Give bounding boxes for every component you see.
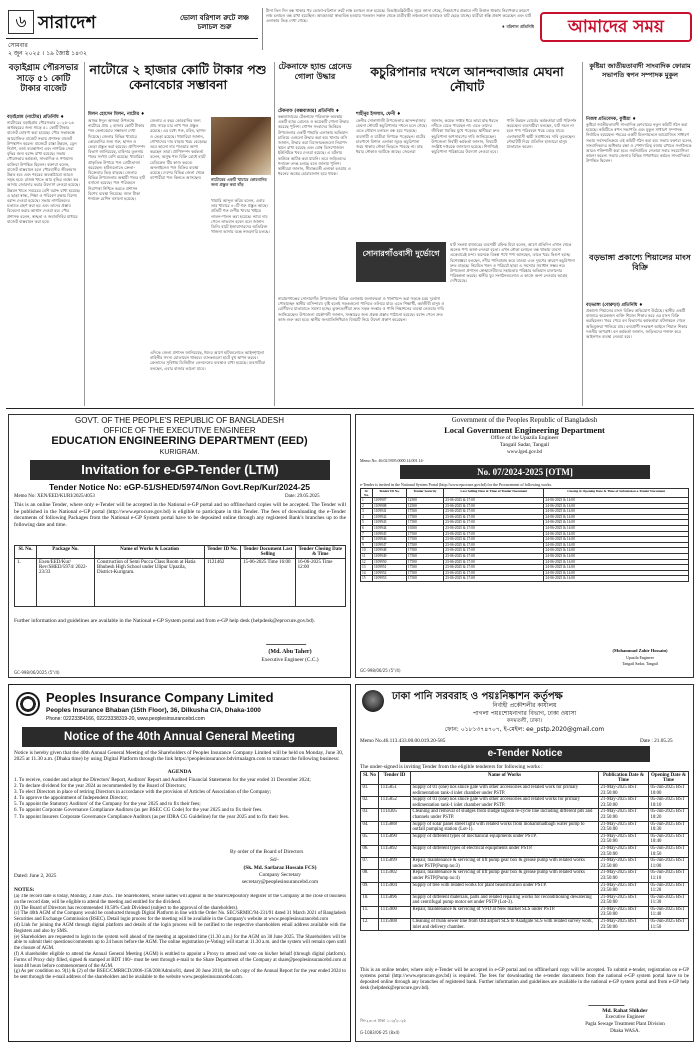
lged-th-sell: Last Selling Date & Time of Tender Document [444, 489, 544, 498]
wasa-cell: 21-May-2025 BST 23:50:00 [599, 882, 649, 894]
wasa-gd: জি-২৩০৪ ঢাকা ১০২/২০২৫ [360, 1018, 407, 1023]
wasa-cell: Supply of different types of electrical equipments under PSTP. [411, 845, 599, 857]
note-item: (f) A shareholder eligible to attend the Annual General Meeting (AGM) is entitled to appoint a Proxy to attend and vote on his/her behalf (through digital platform). Forms of Proxy duly filled, signed & stamped at BDT 100/- must be sent through e-mail to the Share Department of the Company at share@peoplesinsurancebd.com at least 48 hours before commencement of the AGM. [14, 951, 346, 969]
lged-cell: 23-06-2025 & 17:00 [444, 514, 544, 520]
lged-cell: 11 [361, 553, 373, 559]
lged-cell: 24-06-2025 & 14:00 [544, 542, 689, 548]
teknaf-body: কক্সবাজারের টেকনাফে পরিত্যক্ত অবস্থায় একটি হ্যান্ড গ্রেনেড ও কয়েকটি গোলা উদ্ধার করেছে পুলিশ। গোপন সংবাদের ভিত্তিতে উপজেলার একটি পাহাড়ি এলাকায় অভিযান চালিয়ে এগুলো উদ্ধার করা হয়। থানার ওসি জানান, উদ্ধার করা বিস্ফোরকগুলো নিরাপদ স্থানে রাখা হয়েছে এবং বোম্ব ডিসপোজাল ইউনিটকে খবর দেওয়া হয়েছে। এ ঘটনায় কাউকে আটক করা যায়নি। তবে জড়িতদের শনাক্তে তদন্ত চলছে বলে জানায় পুলিশ। স্থানীয়রা জানান, সীমান্তবর্তী এলাকা হওয়ায় এ ধরনের অস্ত্রের চোরাচালান হয়ে থাকে। [278, 114, 351, 177]
wasa-cell: 01. [361, 785, 379, 797]
newspaper-logo: আমাদের সময় [540, 12, 692, 42]
wasa-th-works: Name of Works [411, 772, 599, 785]
lged-cell: 24-06-2025 & 14:00 [544, 570, 689, 576]
peoples-email: secretary@peoplesinsurancebd.com [241, 879, 319, 885]
wasa-cell: 21-May-2025 BST 23:50:00 [599, 894, 649, 906]
lged-cell: 17500 [406, 548, 443, 554]
lged-cell: 23-06-2025 & 17:00 [444, 520, 544, 526]
wasa-row [361, 809, 689, 821]
lged-table [360, 488, 689, 582]
note-item: (c) The 40th AGM of the Company would be conducted through Digital Platform in line with the Order No. SEC/SRMIC/94-231/91 dated 31 March 2021 of Bangladesh Securities and Exchange Commission (BSEC). Detail login process for the meeting will be available in the Company's website at www.peoplesinsurancebd.com [14, 911, 346, 923]
lged-banner: No. 07/2024-2025 [OTM] [400, 465, 650, 479]
note-item: (g) As per condition no. 9(1) & (2) of the BSEC/CMRRCD/2006-158/208/Admin/81, dated 20 June 2018, the soft copy of the Annual Report for the year ended 2024 to be sent through the e-mail address of the shareholders and be available to the website www.peoplesinsurancebd.com. [14, 969, 346, 981]
lged-gd: GC-998/06/25 (5"/4) [360, 668, 401, 673]
sonargaon-headline: সোনারগাঁওবাসী দুর্ভোগে [356, 242, 446, 282]
natore-byline: মিলন হোসেন মিলন, নাটোর ♦ [88, 112, 145, 117]
wasa-cell: 04. [361, 821, 379, 833]
lged-cell: 17500 [406, 570, 443, 576]
wasa-cell: Supply of solar panel street light with related works from mohammadbagh water pump to outfall pumping station (Lot-1). [411, 821, 599, 833]
lged-cell: 1109941 [373, 509, 407, 515]
wasa-cell: 21-May-2025 BST 23:50:00 [599, 906, 649, 918]
wasa-sub2: পাগলা পয়ঃশোধনাগার বিভাগ, ঢাকা ওয়াসা [472, 710, 577, 717]
wasa-cell: Supply of 01 (one) nos sluice gate with other accessories and related work for primary sedimentation tank-4 inlet chamber under PSTP. [411, 785, 599, 797]
wasa-cell: 21-May-2025 BST 23:50:00 [599, 870, 649, 882]
lged-web: www.lged.gov.bd [506, 450, 543, 455]
natore-body-1: আসন্ন ঈদুল আজহা উপলক্ষে নাটোরে প্রায় ২ হাজার কোটি টাকার পশু কেনাবেচার সম্ভাবনা দেখা দিয়েছে। জেলার বিভিন্ন খামারে কোরবানির জন্য গরু, ছাগল ও ভেড়া প্রস্তুত করা হয়েছে। প্রাণিসম্পদ বিভাগ জানিয়েছে, চাহিদার তুলনায় পশুর সংখ্যা বেশি রয়েছে। খামারিরা প্রাকৃতিক উপায়ে পশু মোটাতাজা করেছেন। হাটগুলোতে ক্রেতা-বিক্রেতার ভিড় বাড়ছে। জেলার বিভিন্ন উপজেলায় অস্থায়ী পশুর হাট বসানো হয়েছে। পশু পরিবহনে নিরাপত্তা নিশ্চিত করতে প্রশাসন বিশেষ ব্যবস্থা নিয়েছে। জাল টাকা শনাক্তে মেশিন বসানো হয়েছে। [88, 118, 146, 202]
wasa-cell: 1115904 [379, 882, 411, 894]
wasa-signature [588, 996, 628, 1006]
wasa-cell: 21-May-2025 BST 23:50:00 [599, 797, 649, 809]
lged-cell: 24-06-2025 & 14:00 [544, 531, 689, 537]
lged-cell: 17500 [406, 565, 443, 571]
wasa-cell: Repair, maintenance & servicing of lift pump gear box & grease pump with related works under PSTP(Pump no:3) [411, 858, 599, 870]
lged-signatory: (Mohammad Zahir Hossain) [612, 648, 668, 653]
kushtia-headline: কুষ্টিয়া জাতীয়তাবাদী সাংবাদিক ফোরাম সভাপতি স্বপন সম্পাদক মুকুল [589, 62, 691, 79]
wasa-office: Pagla Sewage Treatment Plant Division [585, 1022, 665, 1027]
wasa-cell: 10. [361, 894, 379, 906]
lged-cell: 1 [361, 498, 373, 504]
lged-cell: 1109943 [373, 520, 407, 526]
lged-cell: 23-06-2025 & 17:00 [444, 570, 544, 576]
wasa-cell: 05-Jun-2025 BST 11:30 [649, 894, 689, 906]
lged-cell: 15 [361, 576, 373, 582]
eed-signature [266, 633, 310, 645]
lead-byline: ♦ বরিশাল প্রতিনিধি [501, 23, 534, 29]
wasa-cell: 05-Jun-2025 BST 11:40 [649, 906, 689, 918]
eed-designation: Executive Engineer (C.C.) [261, 657, 319, 663]
eed-cell: 15-06-2025 Time 16:00 [241, 559, 296, 607]
agenda-item: 3. To elect Directors in place of retiring Directors in accordance with the provision of Articles of Association of the Company; [14, 789, 272, 796]
lged-cell: 24-06-2025 & 14:00 [544, 576, 689, 582]
wasa-cell: 1115908 [379, 919, 411, 931]
peoples-sd: Sd/- [270, 857, 279, 863]
lged-cell: 17500 [406, 520, 443, 526]
wasa-cell: 1114305 [379, 809, 411, 821]
wasa-cell: 05-Jun-2025 BST 11:10 [649, 870, 689, 882]
peoples-dated: Dated: June 2, 2025 [14, 873, 57, 879]
lged-cell: 16500 [406, 525, 443, 531]
natore-photo-caption: নাটোরের একটি খামারে কোরবানির জন্য প্রস্তুত করা ষাঁড় [211, 177, 267, 188]
cattle-photo [211, 117, 271, 175]
eed-cell: 1. [15, 559, 37, 607]
wasa-city: Dhaka WASA. [610, 1029, 640, 1034]
wasa-cell: 1115899 [379, 858, 411, 870]
lged-cell: 1109953 [373, 576, 407, 582]
lged-th-close: Closing & Opening Date & Time of Submission e-Tender Document [544, 489, 689, 498]
shiyal-body: প্রকাশ্যে শিয়ালের মাংস বিক্রির অভিযোগ উঠেছে। স্থানীয় একটি বাজারে কয়েকজন ব্যক্তি শিয়াল শিকার করে এর মাংস বিক্রি করছিলেন। খবর পেয়ে বন বিভাগের কর্মকর্তারা ঘটনাস্থলে গেলে অভিযুক্তরা পালিয়ে যায়। বন্যপ্রাণী সংরক্ষণ আইনে শিয়াল শিকার দণ্ডনীয় অপরাধ। বন কর্মকর্তা জানান, জড়িতদের শনাক্ত করে আইনগত ব্যবস্থা নেওয়া হবে। [586, 308, 688, 340]
lged-intro: e-Tender is invited in the National System Portal (http://www.eprocure.gov.bd) for the Procurement of following works. [360, 482, 553, 487]
section-title: সারাদেশ [38, 13, 97, 33]
wasa-cell: 12. [361, 919, 379, 931]
peoples-agenda [14, 777, 346, 820]
lged-cell: 23-06-2025 & 17:00 [444, 503, 544, 509]
lged-cell: 7 [361, 531, 373, 537]
budget-headline: বড়াইগ্রাম পৌরসভার সাড়ে ৫১ কোটি টাকার বাজেট [8, 63, 79, 94]
lged-cell: 24-06-2025 & 14:00 [544, 565, 689, 571]
lged-cell: 9 [361, 542, 373, 548]
lged-cell: 17500 [406, 576, 443, 582]
lged-cell: 5 [361, 520, 373, 526]
peoples-address: Peoples Insurance Bhaban (15th Floor), 36, Dilkusha C/A, Dhaka-1000 [46, 707, 261, 714]
date-line: ২ জুন ২০২৫ । ১৯ জ্যৈষ্ঠ ১৪৩২ [8, 50, 87, 57]
wasa-row [361, 906, 689, 918]
wasa-intro: The under-signed is inviting Tender from the eligible tenderers for following works : [360, 764, 543, 770]
peoples-order: By order of the Board of Directors [230, 849, 304, 855]
lged-cell: 23-06-2025 & 17:00 [444, 498, 544, 504]
lged-memo: Memo No: 46.02.9395.0000.14.001.14- [360, 458, 424, 463]
eed-dept: EDUCATION ENGINEERING DEPARTMENT (EED) [51, 435, 308, 447]
wasa-footer: This is an online tender, where only e-Tender will be accepted in e-GP portal and no offline/hard copy will be accepted. To submit e-tender, registration on e-GP systems portal (http://www.eprocure.gov.bd) is required. The fees for downloading the e-tender documents from the national e-GP system portal have to be deposited online through any branches of registered bank. Further information and guidelines are available in the national e-GP system portal and from e-GP help desk (helpdesk@eprocure.gov.bd). [360, 968, 689, 991]
lged-cell: 23-06-2025 & 17:00 [444, 531, 544, 537]
peoples-intro: Notice is hereby given that the 40th Annual General Meeting of the Shareholders of Peoples Insurance Company Limited will be held on Monday, June 30, 2025 at 11.30 a.m. (Dhaka time) by using Digital Platform through the link https://peoplesinsurance.bdvirtualagm.com to transact the following business: [14, 750, 344, 763]
lged-cell: 1109908 [373, 503, 407, 509]
note-item: (b) The Board of Directors has recommended 10.50% Cash Dividend (subject to the approval of the shareholders). [14, 905, 239, 911]
eed-gov: GOVT. OF THE PEOPLE'S REPUBLIC OF BANGLADESH [75, 416, 284, 425]
wasa-row [361, 785, 689, 797]
wasa-cell: 21-May-2025 BST 23:50:00 [599, 858, 649, 870]
lged-cell: 1109952 [373, 570, 407, 576]
wasa-memo: Memo No.46.113.433.00.00.019.20-585 [360, 738, 446, 744]
wasa-cell: 05-Jun-2025 BST 10:40 [649, 833, 689, 845]
shiyal-headline: বড়ভাঙ্গা প্রকাশ্যে শিয়ালের মাংস বিক্রি [589, 253, 691, 272]
wasa-sub3: কদমতলী, ঢাকা। [506, 718, 543, 724]
lged-dept: Local Government Engineering Department [444, 425, 605, 435]
budget-body: নাটোরের বড়াইগ্রাম পৌরসভার ২০২৫-২৬ অর্থবছরের জন্য সাড়ে ৫১ কোটি টাকার বাজেট ঘোষণা করা হয়েছে। পৌর সভাকক্ষে আয়োজিত বাজেট সভায় প্রশাসক বাজেট উপস্থাপন করেন। বাজেটে রাস্তা উন্নয়ন, ড্রেন নির্মাণ, বর্জ্য ব্যবস্থাপনা এবং নাগরিক সেবা বৃদ্ধির জন্য বরাদ্দ রাখা হয়েছে। সভায় পৌরসভার কর্মকর্তা, সাংবাদিক ও গণ্যমান্য ব্যক্তিরা উপস্থিত ছিলেন। বক্তারা বলেন, বাজেট বাস্তবায়ন হলে পৌরবাসীর জীবনমান উন্নত হবে এবং শহরের অবকাঠামো আরও সমৃদ্ধ হবে। রাজস্ব খাতে আয় বৃদ্ধির লক্ষ্যে কর আদায় জোরদার করার উদ্যোগ নেওয়া হয়েছে। উন্নয়ন খাতে সবচেয়ে বেশি বরাদ্দ রাখা হয়েছে। এ ছাড়া স্বাস্থ্য, শিক্ষা ও পরিবেশ রক্ষায় বিশেষ বরাদ্দ দেওয়া হয়েছে। সভায় নাগরিকদের মতামত গ্রহণ করা হয় এবং তাদের প্রস্তাব বিবেচনা করার আশ্বাস দেওয়া হয়। পৌর প্রশাসক বলেন, স্বচ্ছতা ও জবাবদিহির মাধ্যমে বাজেট বাস্তবায়ন করা হবে। [7, 120, 81, 224]
eed-table [14, 545, 346, 607]
agenda-item: 6. To appoint Corporate Governance Compliance Auditors (as per BSEC CG Code) for the year 2025 and to fix their fees. [14, 807, 263, 814]
lged-cell: 1109951 [373, 565, 407, 571]
wasa-cell: 05-Jun-2025 BST 11:00 [649, 858, 689, 870]
day-label: সোমবার [8, 42, 28, 49]
eed-th-close: Tender Closing Date & Time [295, 546, 345, 559]
lged-place: Tangail Sadar, Tangail [499, 442, 550, 448]
lged-cell: 23-06-2025 & 17:00 [444, 576, 544, 582]
wasa-row [361, 882, 689, 894]
budget-byline: বড়াইগ্রাম (নাটোর) প্রতিনিধি ♦ [7, 115, 65, 120]
wasa-th-id: Tender ID [379, 772, 411, 785]
natore-body-4: এদিকে জেলা প্রশাসন জানিয়েছে, ঈদের আগে হাটগুলোতে আইনশৃঙ্খলা বাহিনীর সদস্য মোতায়েন থাকবে। ব্যাংকগুলো হাটে বুথ স্থাপন করবে। ক্রেতাদের সুবিধায় ডিজিটাল লেনদেনের ব্যবস্থাও রাখা হয়েছে। ব্যবসায়ীরা বলছেন, এবার বাজার ভালো যাবে। [150, 350, 266, 371]
wasa-cell: 1115888 [379, 821, 411, 833]
wasa-contact: ফোন: ০১৮১৩৭৪৭০৭, ই-মেইল: ee_pstp.2020@gmail.com [444, 726, 605, 733]
lged-cell: 1109907 [373, 498, 407, 504]
peoples-notes-title: NOTES: [14, 887, 35, 893]
agenda-item: 1. To receive, consider and adopt the Directors' Report, Auditors' Report and Audited Financial Statements for the year ended 31 December 2024; [14, 777, 311, 783]
lged-cell: 24-06-2025 & 14:00 [544, 553, 689, 559]
eed-cell: 16-06-2025 Time 12:00 [295, 559, 345, 607]
wasa-cell: Cleaning and removal of sludges from sludge lagoon re-cycle line including different pits and channels under PSTP. [411, 809, 599, 821]
lged-cell: 1109946 [373, 537, 407, 543]
wasa-cell: 05-Jun-2025 BST 11:20 [649, 882, 689, 894]
wasa-row [361, 858, 689, 870]
page-number-box: ৬ [8, 10, 34, 34]
wasa-cell: 03. [361, 809, 379, 821]
lged-cell: 23-06-2025 & 17:00 [444, 525, 544, 531]
natore-headline: নাটোরে ২ হাজার কোটি টাকার পশু কেনাবেচার সম্ভাবনা [89, 62, 267, 92]
lged-cell: 1109949 [373, 553, 407, 559]
lged-cell: 24-06-2025 & 14:00 [544, 509, 689, 515]
eed-tender-no: Tender Notice No: eGP-51/SHED/5974/Non Govt.Rep/Kur/2024-25 [48, 482, 311, 492]
natore-body-2: জেলায় এ বছর কোরবানির জন্য প্রায় সাড়ে চার লাখ পশু প্রস্তুত রয়েছে। এর মধ্যে গরু, মহিষ, ছাগল ও ভেড়া রয়েছে। খামারিরা জানান, গোখাদ্যের দাম বাড়ায় খরচ বেড়েছে। তবে ভালো দাম পাওয়ার আশা করছেন তারা। প্রাণিসম্পদ কর্মকর্তা বলেন, অসুস্থ পশু বিক্রি রোধে হাটে মেডিকেল টিম কাজ করবে। অনলাইনেও পশু বিক্রির ব্যবস্থা রয়েছে। দেশের বিভিন্ন জেলা থেকে ব্যাপারীরা পশু কিনতে আসছেন। [150, 118, 208, 181]
eed-date: Date: 29.05.2025 [285, 494, 320, 499]
lged-cell: 24-06-2025 & 14:00 [544, 559, 689, 565]
eed-th-sl: Sl. No. [15, 546, 37, 559]
eed-place: KURIGRAM. [159, 449, 200, 456]
wasa-cell: 05-Jun-2025 BST 10:10 [649, 797, 689, 809]
eed-cell: 1121462 [205, 559, 241, 607]
lged-cell: 24-06-2025 & 14:00 [544, 525, 689, 531]
note-item: (a) The record date is today, Monday, 2 June 2025. The Shareholders, whose names will appear in the Share/Depository Register of the Company at the close of business on the record date, will be eligible to attend the meeting and entitled for the dividend. [14, 894, 346, 905]
kushtia-body: কুষ্টিয়া জাতীয়তাবাদী সাংবাদিক ফোরামের নতুন কমিটি গঠন করা হয়েছে। কমিটিতে স্বপন সভাপতি এবং মুকুল সাধারণ সম্পাদক নির্বাচিত হয়েছেন। শহরের একটি মিলনায়তনে আয়োজিত সাধারণ সভায় সর্বসম্মতিক্রমে এই কমিটি গঠন করা হয়। সভায় বক্তারা বলেন, সাংবাদিকদের অধিকার রক্ষা ও পেশাদারিত্ব বজায় রাখতে সংগঠনকে আরও শক্তিশালী করা হবে। নবনির্বাচিত নেতারা সবার সহযোগিতা কামনা করেন। সভায় জেলার বিভিন্ন গণমাধ্যমে কর্মরত সাংবাদিকরা উপস্থিত ছিলেন। [586, 122, 693, 164]
lged-place2: Tangail Sadar, Tangail [622, 661, 658, 666]
wasa-cell: 1115902 [379, 870, 411, 882]
lged-cell: 10 [361, 548, 373, 554]
wasa-cell: 21-May-2025 BST 23:50:00 [599, 845, 649, 857]
lged-cell: 23-06-2025 & 17:00 [444, 509, 544, 515]
wasa-sub1: নির্বাহী প্রকৌশলীর কার্যালয় [492, 702, 557, 709]
wasa-cell: Supply of 01 (one) nos sluice gate with other accessories and related works for primary sedimentation tank-1 inlet chamber under PSTP. [411, 797, 599, 809]
wasa-cell: 08. [361, 870, 379, 882]
wasa-banner: e-Tender Notice [400, 746, 650, 762]
wasa-cell: 05-Jun-2025 BST 10:30 [649, 821, 689, 833]
lged-cell: 24-06-2025 & 14:00 [544, 537, 689, 543]
lged-cell: 24-06-2025 & 14:00 [544, 503, 689, 509]
lged-designation: Upazila Engineer [626, 655, 654, 660]
lged-cell: 17500 [406, 514, 443, 520]
peoples-contact: Phone: 02223384166, 02223338319-20, www.peoplesinsurancebd.com [46, 716, 205, 722]
wasa-cell: 1115900 [379, 906, 411, 918]
lged-cell: 13 [361, 565, 373, 571]
wasa-cell: 1115852 [379, 797, 411, 809]
eed-office: OFFICE OF THE EXECUTIVE ENGINEER [103, 426, 256, 435]
wasa-cell: Supply of different materials, parts and related repairing works for reconditioning dewatering and centrifugal pump motor set under PSTP (Lot-3). [411, 894, 599, 906]
wasa-gd2: G-1083/06-25 (8x4) [360, 1030, 400, 1035]
wasa-cell: 21-May-2025 BST 23:50:00 [599, 821, 649, 833]
eed-gd: GC-998/06/2025 (5"/4) [14, 670, 60, 675]
note-item: (d) Link for joining the AGM through digital platform and details of the login process will be notified to the respective shareholders email address available with the Registers and also by SMS. [14, 922, 346, 934]
teknaf-headline: টেকনাফে হ্যান্ড গ্রেনেড গোলা উদ্ধার [278, 62, 352, 81]
lged-cell: 8 [361, 537, 373, 543]
agenda-item: 4. To approve the appointment of Independent Director; [14, 795, 128, 802]
lged-cell: 23-06-2025 & 17:00 [444, 559, 544, 565]
wasa-row [361, 797, 689, 809]
peoples-designation: Company Secretary [259, 872, 301, 878]
eed-th-pkg: Package No. [37, 546, 95, 559]
eed-th-sell: Tender Document Last Selling [241, 546, 296, 559]
eed-cell: Construction of Semi Pucca Class Room at Hatia Bhubesh High School under Ulipur Upazila, District-Kurigram. [95, 559, 205, 607]
shiyal-byline: বড়ভাঙ্গা (বোরুড়া) প্রতিনিধি ♦ [586, 303, 643, 308]
kuchuripana-byline: শাহীনুর ইসলাম, ফেনী ♦ [356, 112, 401, 117]
promo-box: ভোলা বরিশাল রুটে লঞ্চ চলাচল শুরু [179, 14, 250, 31]
wasa-date: Date : 21.05.25 [640, 738, 673, 744]
wasa-signatory: Md. Rahat Shikder [602, 1008, 648, 1014]
lead-story-snippet: টানা তিন দিন বন্ধ থাকার পর ভোলা-বরিশাল রুটে লঞ্চ চলাচল শুরু হয়েছে। বিআইডব্লিউটিএ সূত্রে জানা গেছে, নিম্নচাপের প্রভাবে নদী উত্তাল থাকায় নিরাপত্তার কারণে লঞ্চ চলাচল বন্ধ রাখা হয়েছিল। আবহাওয়া স্বাভাবিক হওয়ায় গতকাল সকাল থেকে যাত্রীবাহী লঞ্চগুলো আবারও ঘাট ছেড়ে যাচ্ছে। যাত্রীরা স্বস্তি প্রকাশ করেছেন এবং ঘাট এলাকায় ভিড় দেখা গেছে। ♦ বরিশাল প্রতিনিধি [262, 8, 534, 50]
wasa-th-pub: Publication Date & Time [599, 772, 649, 785]
wasa-cell: 05. [361, 833, 379, 845]
lged-office: Office of the Upazila Engineer [490, 435, 559, 441]
wasa-cell: Repair, maintenance & servicing of lift pump gear box & grease pump with related works under PSTP(Pump no:4) [411, 870, 599, 882]
wasa-th-sl: Sl. No [361, 772, 379, 785]
lged-cell: 12500 [406, 503, 443, 509]
lged-cell: 17500 [406, 537, 443, 543]
lged-cell: 12500 [406, 498, 443, 504]
eed-signatory: (Md. Abu Taher) [268, 649, 312, 655]
lged-cell: 14 [361, 570, 373, 576]
wasa-row [361, 833, 689, 845]
eed-th-id: Tender ID No. [205, 546, 241, 559]
peoples-name: Peoples Insurance Company Limited [46, 690, 274, 705]
wasa-row [361, 821, 689, 833]
wasa-designation: Executive Engineer [605, 1015, 645, 1020]
wasa-cell: Cleaning of trunk sewer line from Old airport SLS to Asadgate SLS with related survey work, inlet and delivery chamber. [411, 919, 599, 931]
wasa-cell: 05-Jun-2025 BST 10:20 [649, 809, 689, 821]
eed-banner: Invitation for e-GP-Tender (LTM) [30, 460, 330, 480]
wasa-cell: 21-May-2025 BST 23:50:00 [599, 833, 649, 845]
kushtia-byline: নিজস্ব প্রতিবেদক, কুষ্টিয়া ♦ [586, 117, 637, 122]
note-item: (e) Shareholders are requested to login to the system well ahead of the meeting at appointed time (11.30 a.m.) for the AGM on 30 June 2025. The Shareholders will be able to submit their questions/comments up to 24 hours before the AGM. The online registration (e-Voting) will start at 11.30 a.m. and the system will remain open until the closure of AGM. [14, 934, 346, 952]
peoples-banner: Notice of the 40th Annual General Meeting [22, 727, 337, 747]
lged-cell: 23-06-2025 & 17:00 [444, 565, 544, 571]
peoples-notes [14, 894, 346, 1038]
wasa-cell: 1115890 [379, 833, 411, 845]
eed-body: This is an online Tender, where only e-Tender will be accepted in the National e-GP portal and no offline/hard copies will be accepted. The Tender will be published in the National e-GP portal (http://www.eprocure.gov.bd) is eligible to participate in this Tender. The fees of downloading the e-Tender documents of following Packages from the National e-GP System portal have to be deposited online through any registered Bank's branches up to the following date and time. [14, 502, 346, 528]
lged-gov: Government of the Peoples Republic of Bangladesh [451, 416, 598, 424]
wasa-cell: 1115892 [379, 845, 411, 857]
lged-cell: 23-06-2025 & 17:00 [444, 537, 544, 543]
kuchuripana-body-2: ঘাট সংলগ্ন বাজারের ব্যবসায়ী রফিক মিয়া বলেন, আগে প্রতিদিন এখান থেকে অনেক পণ্য আনা-নেওয়া হতো। এখন নৌকা চলাচল বন্ধ থাকায় ব্যবসা একেবারেই মন্দা। অনেকে বিকল্প পথে পণ্য আনছেন, তাতে খরচ দ্বিগুণ হচ্ছে। বিশেষজ্ঞরা বলছেন, নদীর পানিপ্রবাহ কমে যাওয়া এবং দূষণের কারণে কচুরিপানা দ্রুত বাড়ছে। নিয়মিত খনন ও পরিচর্যা ছাড়া এ সমস্যার সমাধান সম্ভব নয়। উপজেলা প্রশাসন স্বেচ্ছাসেবীদের সহায়তায় পরিষ্কার অভিযান চালানোর পরিকল্পনা করছে। স্থানীয় যুব সংগঠনগুলোও এ কাজে অংশ নেওয়ার আগ্রহ দেখিয়েছে। [450, 242, 575, 284]
eed-memo: Memo No: XEN/EED/KURI/2025/4053 [14, 494, 95, 499]
wasa-cell: 21-May-2025 BST 23:50:00 [599, 809, 649, 821]
peoples-logo-icon [16, 692, 40, 716]
wasa-title: ঢাকা পানি সরবরাহ ও পয়ঃনিষ্কাশন কর্তৃপক্ষ [392, 691, 563, 702]
lged-cell: 24-06-2025 & 14:00 [544, 548, 689, 554]
lged-cell: 23-06-2025 & 17:00 [444, 553, 544, 559]
lged-cell: 1109950 [373, 559, 407, 565]
lged-cell: 1109945 [373, 531, 407, 537]
wasa-cell: 09. [361, 882, 379, 894]
wasa-cell: Repair, maintenance & servicing of VFD at New market SLS under PSTP. [411, 906, 599, 918]
lged-cell: 24-06-2025 & 14:00 [544, 520, 689, 526]
wasa-row [361, 845, 689, 857]
sonargaon-body: নারায়ণগঞ্জের সোনারগাঁও উপজেলার বিভিন্ন এলাকায় জলাবদ্ধতা ও খানাখন্দে ভরা সড়কে চরম দুর্ভোগ পোহাচ্ছেন স্থানীয় বাসিন্দারা। বৃষ্টি হলেই সড়কগুলো পানিতে তলিয়ে যায়। এতে শিক্ষার্থী, কর্মজীবী মানুষ ও রোগীদের যাতায়াতে সমস্যা হচ্ছে। ভুক্তভোগীরা দ্রুত সড়ক সংস্কার ও পানি নিষ্কাশনের ব্যবস্থা নেওয়ার দাবি জানিয়েছেন। উপজেলা প্রকৌশলী জানান, সংস্কারের জন্য প্রকল্প প্রস্তাব পাঠানো হয়েছে। বরাদ্দ পেলে দ্রুত কাজ শুরু করা হবে। স্থানীয় জনপ্রতিনিধিরাও বিষয়টি নিয়ে উদ্বেগ প্রকাশ করেছেন। [278, 296, 445, 322]
lged-cell: 2 [361, 503, 373, 509]
lged-cell: 23-06-2025 & 17:00 [444, 542, 544, 548]
wasa-cell: Supply of tree with related works for plant beautification under PSTP. [411, 882, 599, 894]
lged-cell: 6 [361, 525, 373, 531]
peoples-agenda-title: AGENDA [167, 769, 192, 775]
lged-cell: 1109942 [373, 514, 407, 520]
lged-cell: 1109947 [373, 542, 407, 548]
agenda-item: 5. To appoint the Statutory Auditors' of the Company for the year 2025 and to fix their fees; [14, 801, 201, 808]
lged-cell: 24-06-2025 & 14:00 [544, 498, 689, 504]
wasa-row [361, 894, 689, 906]
lged-th-sec: Tender Security [406, 489, 443, 498]
wasa-cell: 05-Jun-2025 BST 11:50 [649, 919, 689, 931]
wasa-cell: 05-Jun-2025 BST 10:50 [649, 845, 689, 857]
lged-cell: 17500 [406, 542, 443, 548]
wasa-cell: 05-Jun-2025 BST 10:00 [649, 785, 689, 797]
wasa-row [361, 919, 689, 931]
lged-cell: 23-06-2025 & 17:00 [444, 548, 544, 554]
lged-th-id: Tender ID No. [373, 489, 407, 498]
lged-cell: 17500 [406, 559, 443, 565]
lged-cell: 17500 [406, 509, 443, 515]
kuchuripana-body: ফেনীর সোনাগাজী উপজেলার আনন্দবাজার মেঘনা নৌঘাট কচুরিপানার দখলে চলে গেছে। এতে নৌযান চলাচল বন্ধ হয়ে পড়েছে। ব্যবসায়ী ও যাত্রীরা বিপাকে পড়েছেন। ঘাটের চারপাশে বিশাল এলাকা জুড়ে কচুরিপানা জমে থাকায় নৌকা ভিড়তে পারছে না। মাছ ধরার নৌকাও আটকে আছে। জেলেরা জানান, কয়েক সপ্তাহ ধরে তারা মাছ ধরতে নদীতে যেতে পারছেন না। এতে তাদের জীবিকা হুমকির মুখে পড়েছে। স্থানীয়রা দ্রুত কচুরিপানা অপসারণের দাবি জানিয়েছেন। উপজেলা নির্বাহী কর্মকর্তা জানান, বিষয়টি সংশ্লিষ্ট দপ্তরকে জানানো হয়েছে। শিগগিরই কচুরিপানা পরিষ্কারের উদ্যোগ নেওয়া হবে। পানি উন্নয়ন বোর্ডের কর্মকর্তারা ঘাট পরিদর্শন করেছেন। ব্যবসায়ীরা বলছেন, ঘাট সচল না হলে পণ্য পরিবহনে খরচ বেড়ে যাবে। এলাকাবাসী স্থায়ী সমাধানের দাবি তুলেছেন। নৌঘাটটি দিয়ে প্রতিদিন হাজারো মানুষ যাতায়াত করেন। [356, 118, 577, 155]
lged-cell: 17500 [406, 553, 443, 559]
wasa-cell: 06. [361, 845, 379, 857]
lged-cell: 24-06-2025 & 14:00 [544, 514, 689, 520]
natore-body-3: খামারি আব্দুল করিম বলেন, এবার তার খামারে ৪০টি গরু প্রস্তুত আছে। প্রতিটি গরু দেশীয় খাবার খাইয়ে লালন-পালন করা হয়েছে। ন্যায্য দাম পেলে লাভবান হবেন বলে জানান তিনি। হাটে ইজারাদারদের অতিরিক্ত খাজনা আদায় বন্ধে নজরদারি চলছে। [211, 198, 270, 235]
wasa-cell: 07. [361, 858, 379, 870]
eed-footer: Further information and guidelines are available in the National e-GP System portal and from e-GP help desk (helpdesk@eprocure.gov.bd). [14, 618, 315, 624]
teknaf-byline: টেকনাফ (কক্সবাজার) প্রতিনিধি ♦ [278, 109, 340, 114]
lged-cell: 17500 [406, 531, 443, 537]
peoples-signatory: (Sk. Md. Sarfaraz Hossain FCS) [243, 865, 317, 871]
wasa-cell: 21-May-2025 BST 23:50:00 [599, 919, 649, 931]
wasa-cell: Supply of different types of mechanical equipments under PSTP. [411, 833, 599, 845]
wasa-th-open: Opening Date & Time [649, 772, 689, 785]
wasa-cell: 02. [361, 797, 379, 809]
lged-cell: 12 [361, 559, 373, 565]
wasa-row [361, 870, 689, 882]
wasa-table [360, 771, 689, 931]
agenda-item: 2. To declare dividend for the year 2024 as recommended by the Board of Directors; [14, 783, 186, 790]
lged-cell: 1109944 [373, 525, 407, 531]
wasa-cell: 21-May-2025 BST 23:50:00 [599, 785, 649, 797]
lged-row [361, 576, 689, 582]
eed-th-work: Name of Works & Location [95, 546, 205, 559]
lged-cell: 4 [361, 514, 373, 520]
kuchuripana-headline: কচুরিপানার দখলে আনন্দবাজার মেঘনা নৌঘাট [370, 64, 564, 94]
agenda-item: 7. To appoint Insurers Corporate Governance Compliance Auditors (as per IDRA CG Guideline) for the year 2025 and to fix their fees. [14, 813, 289, 820]
wasa-cell: 11. [361, 906, 379, 918]
wasa-cell: 1115896 [379, 894, 411, 906]
eed-cell: Exen/EED/Kur/ Rev/SHED/5974/ 2022-23/33 [37, 559, 95, 607]
wasa-cell: 1115851 [379, 785, 411, 797]
lged-cell: 3 [361, 509, 373, 515]
lged-cell: 1109948 [373, 548, 407, 554]
lged-th-sl: Sl. No. [361, 489, 373, 498]
